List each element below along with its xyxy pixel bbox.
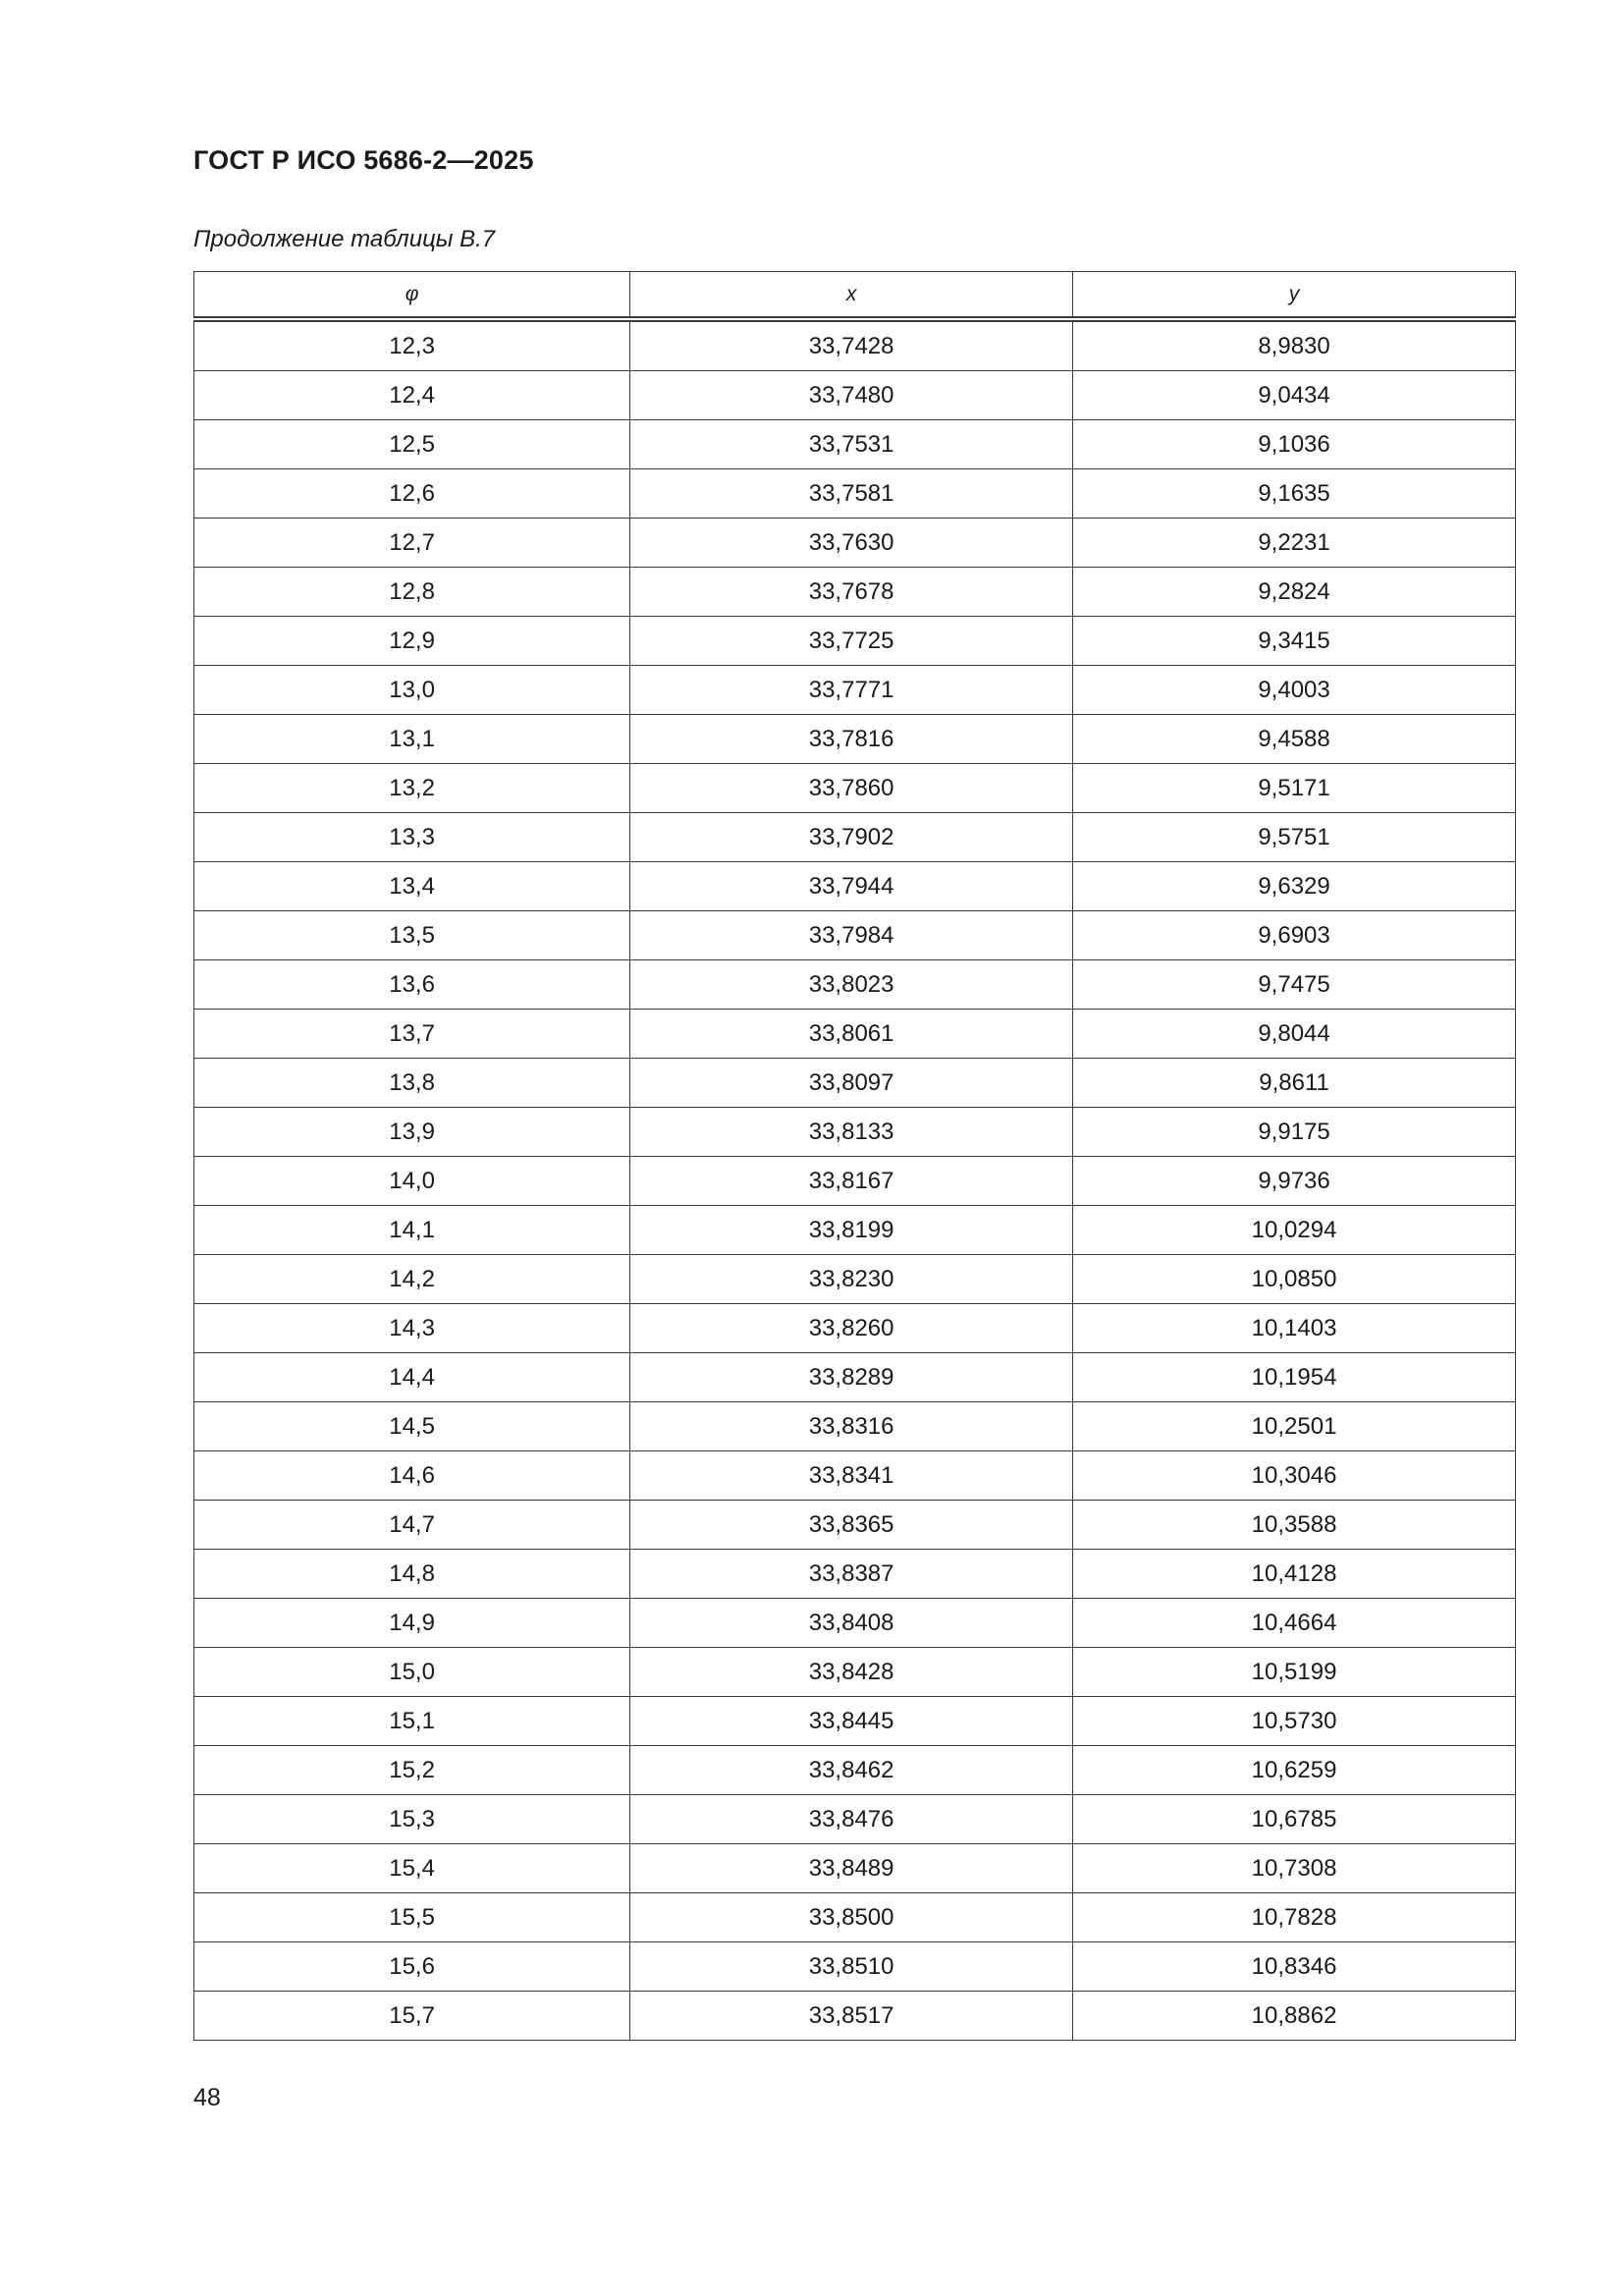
cell-y: 10,2501 bbox=[1073, 1402, 1516, 1451]
cell-phi: 13,4 bbox=[194, 862, 630, 911]
column-header-phi: φ bbox=[194, 272, 630, 320]
cell-y: 9,6329 bbox=[1073, 862, 1516, 911]
table-row bbox=[194, 911, 1516, 960]
table-row bbox=[194, 1206, 1516, 1255]
table-row bbox=[194, 862, 1516, 911]
cell-x: 33,7678 bbox=[630, 568, 1073, 617]
cell-x: 33,8133 bbox=[630, 1108, 1073, 1157]
cell-x: 33,8023 bbox=[630, 960, 1073, 1010]
table-row bbox=[194, 813, 1516, 862]
cell-y: 9,1036 bbox=[1073, 420, 1516, 469]
table-row bbox=[194, 960, 1516, 1010]
cell-y: 9,3415 bbox=[1073, 617, 1516, 666]
cell-x: 33,8230 bbox=[630, 1255, 1073, 1304]
cell-x: 33,7630 bbox=[630, 519, 1073, 568]
cell-x: 33,7984 bbox=[630, 911, 1073, 960]
cell-phi: 15,2 bbox=[194, 1746, 630, 1795]
cell-y: 10,8862 bbox=[1073, 1992, 1516, 2041]
cell-x: 33,7428 bbox=[630, 319, 1073, 371]
cell-phi: 15,0 bbox=[194, 1648, 630, 1697]
table-row bbox=[194, 1550, 1516, 1599]
table-row bbox=[194, 1010, 1516, 1059]
cell-phi: 12,8 bbox=[194, 568, 630, 617]
cell-y: 10,6259 bbox=[1073, 1746, 1516, 1795]
cell-phi: 13,9 bbox=[194, 1108, 630, 1157]
cell-phi: 15,6 bbox=[194, 1942, 630, 1992]
cell-x: 33,7860 bbox=[630, 764, 1073, 813]
cell-phi: 15,3 bbox=[194, 1795, 630, 1844]
cell-phi: 15,5 bbox=[194, 1893, 630, 1942]
cell-x: 33,8445 bbox=[630, 1697, 1073, 1746]
cell-phi: 12,9 bbox=[194, 617, 630, 666]
cell-x: 33,8316 bbox=[630, 1402, 1073, 1451]
cell-x: 33,8476 bbox=[630, 1795, 1073, 1844]
cell-y: 10,3046 bbox=[1073, 1451, 1516, 1501]
cell-x: 33,8341 bbox=[630, 1451, 1073, 1501]
table-row bbox=[194, 1992, 1516, 2041]
cell-phi: 14,7 bbox=[194, 1501, 630, 1550]
cell-y: 10,3588 bbox=[1073, 1501, 1516, 1550]
table-row bbox=[194, 1893, 1516, 1942]
cell-x: 33,7725 bbox=[630, 617, 1073, 666]
table-row bbox=[194, 568, 1516, 617]
cell-y: 10,7828 bbox=[1073, 1893, 1516, 1942]
table-row bbox=[194, 1648, 1516, 1697]
table-row bbox=[194, 715, 1516, 764]
document-header: ГОСТ Р ИСО 5686-2—2025 bbox=[193, 145, 534, 175]
cell-y: 9,2231 bbox=[1073, 519, 1516, 568]
table-body bbox=[194, 319, 1516, 2041]
cell-phi: 14,3 bbox=[194, 1304, 630, 1353]
cell-x: 33,8387 bbox=[630, 1550, 1073, 1599]
cell-phi: 13,7 bbox=[194, 1010, 630, 1059]
cell-phi: 13,2 bbox=[194, 764, 630, 813]
cell-x: 33,7771 bbox=[630, 666, 1073, 715]
table-row bbox=[194, 1697, 1516, 1746]
cell-x: 33,8500 bbox=[630, 1893, 1073, 1942]
table-row bbox=[194, 1599, 1516, 1648]
cell-phi: 12,5 bbox=[194, 420, 630, 469]
table-row bbox=[194, 1451, 1516, 1501]
cell-phi: 12,6 bbox=[194, 469, 630, 519]
cell-x: 33,8260 bbox=[630, 1304, 1073, 1353]
page-number: 48 bbox=[193, 2084, 221, 2111]
cell-phi: 13,3 bbox=[194, 813, 630, 862]
cell-x: 33,8428 bbox=[630, 1648, 1073, 1697]
cell-y: 9,4588 bbox=[1073, 715, 1516, 764]
cell-phi: 13,0 bbox=[194, 666, 630, 715]
table-row bbox=[194, 420, 1516, 469]
cell-y: 9,5171 bbox=[1073, 764, 1516, 813]
table-row bbox=[194, 1746, 1516, 1795]
cell-y: 10,6785 bbox=[1073, 1795, 1516, 1844]
cell-phi: 12,3 bbox=[194, 319, 630, 371]
cell-y: 10,5730 bbox=[1073, 1697, 1516, 1746]
cell-x: 33,8097 bbox=[630, 1059, 1073, 1108]
cell-x: 33,8167 bbox=[630, 1157, 1073, 1206]
table-row bbox=[194, 1157, 1516, 1206]
cell-x: 33,7531 bbox=[630, 420, 1073, 469]
cell-y: 9,9175 bbox=[1073, 1108, 1516, 1157]
cell-y: 10,5199 bbox=[1073, 1648, 1516, 1697]
cell-x: 33,8489 bbox=[630, 1844, 1073, 1893]
table-row bbox=[194, 617, 1516, 666]
cell-phi: 14,5 bbox=[194, 1402, 630, 1451]
cell-phi: 14,0 bbox=[194, 1157, 630, 1206]
cell-x: 33,7581 bbox=[630, 469, 1073, 519]
cell-y: 9,7475 bbox=[1073, 960, 1516, 1010]
cell-x: 33,8517 bbox=[630, 1992, 1073, 2041]
cell-y: 9,8611 bbox=[1073, 1059, 1516, 1108]
table-row bbox=[194, 1108, 1516, 1157]
column-header-x: x bbox=[630, 272, 1073, 320]
cell-phi: 13,8 bbox=[194, 1059, 630, 1108]
cell-y: 10,8346 bbox=[1073, 1942, 1516, 1992]
cell-y: 10,7308 bbox=[1073, 1844, 1516, 1893]
table-header-row bbox=[194, 272, 1516, 320]
table-row bbox=[194, 1255, 1516, 1304]
cell-x: 33,8408 bbox=[630, 1599, 1073, 1648]
table-row bbox=[194, 764, 1516, 813]
cell-phi: 14,4 bbox=[194, 1353, 630, 1402]
cell-y: 9,2824 bbox=[1073, 568, 1516, 617]
cell-x: 33,7480 bbox=[630, 371, 1073, 420]
cell-phi: 14,8 bbox=[194, 1550, 630, 1599]
cell-x: 33,8462 bbox=[630, 1746, 1073, 1795]
cell-y: 9,8044 bbox=[1073, 1010, 1516, 1059]
table-row bbox=[194, 519, 1516, 568]
cell-x: 33,8289 bbox=[630, 1353, 1073, 1402]
table-row bbox=[194, 1304, 1516, 1353]
cell-x: 33,8365 bbox=[630, 1501, 1073, 1550]
cell-y: 10,4664 bbox=[1073, 1599, 1516, 1648]
cell-phi: 15,4 bbox=[194, 1844, 630, 1893]
cell-y: 10,1403 bbox=[1073, 1304, 1516, 1353]
cell-phi: 12,7 bbox=[194, 519, 630, 568]
data-table bbox=[193, 271, 1516, 2041]
table-row bbox=[194, 1059, 1516, 1108]
table-row bbox=[194, 469, 1516, 519]
table-row bbox=[194, 1942, 1516, 1992]
table-row bbox=[194, 1402, 1516, 1451]
table-caption: Продолжение таблицы В.7 bbox=[193, 226, 496, 252]
cell-y: 10,1954 bbox=[1073, 1353, 1516, 1402]
table-row bbox=[194, 371, 1516, 420]
cell-phi: 15,1 bbox=[194, 1697, 630, 1746]
cell-x: 33,8199 bbox=[630, 1206, 1073, 1255]
table-row bbox=[194, 319, 1516, 371]
table-row bbox=[194, 1795, 1516, 1844]
cell-phi: 14,9 bbox=[194, 1599, 630, 1648]
cell-phi: 12,4 bbox=[194, 371, 630, 420]
cell-y: 8,9830 bbox=[1073, 319, 1516, 371]
cell-y: 10,4128 bbox=[1073, 1550, 1516, 1599]
cell-phi: 14,6 bbox=[194, 1451, 630, 1501]
cell-y: 9,0434 bbox=[1073, 371, 1516, 420]
cell-phi: 14,2 bbox=[194, 1255, 630, 1304]
cell-x: 33,7902 bbox=[630, 813, 1073, 862]
cell-phi: 15,7 bbox=[194, 1992, 630, 2041]
table-row bbox=[194, 1501, 1516, 1550]
cell-phi: 13,6 bbox=[194, 960, 630, 1010]
cell-y: 9,5751 bbox=[1073, 813, 1516, 862]
table-row bbox=[194, 1353, 1516, 1402]
cell-y: 9,4003 bbox=[1073, 666, 1516, 715]
table-row bbox=[194, 666, 1516, 715]
cell-y: 9,1635 bbox=[1073, 469, 1516, 519]
cell-phi: 13,5 bbox=[194, 911, 630, 960]
cell-y: 9,9736 bbox=[1073, 1157, 1516, 1206]
table-row bbox=[194, 1844, 1516, 1893]
cell-x: 33,7816 bbox=[630, 715, 1073, 764]
cell-phi: 13,1 bbox=[194, 715, 630, 764]
cell-y: 9,6903 bbox=[1073, 911, 1516, 960]
cell-y: 10,0294 bbox=[1073, 1206, 1516, 1255]
cell-phi: 14,1 bbox=[194, 1206, 630, 1255]
column-header-y: y bbox=[1073, 272, 1516, 320]
cell-x: 33,8510 bbox=[630, 1942, 1073, 1992]
cell-x: 33,7944 bbox=[630, 862, 1073, 911]
cell-y: 10,0850 bbox=[1073, 1255, 1516, 1304]
cell-x: 33,8061 bbox=[630, 1010, 1073, 1059]
